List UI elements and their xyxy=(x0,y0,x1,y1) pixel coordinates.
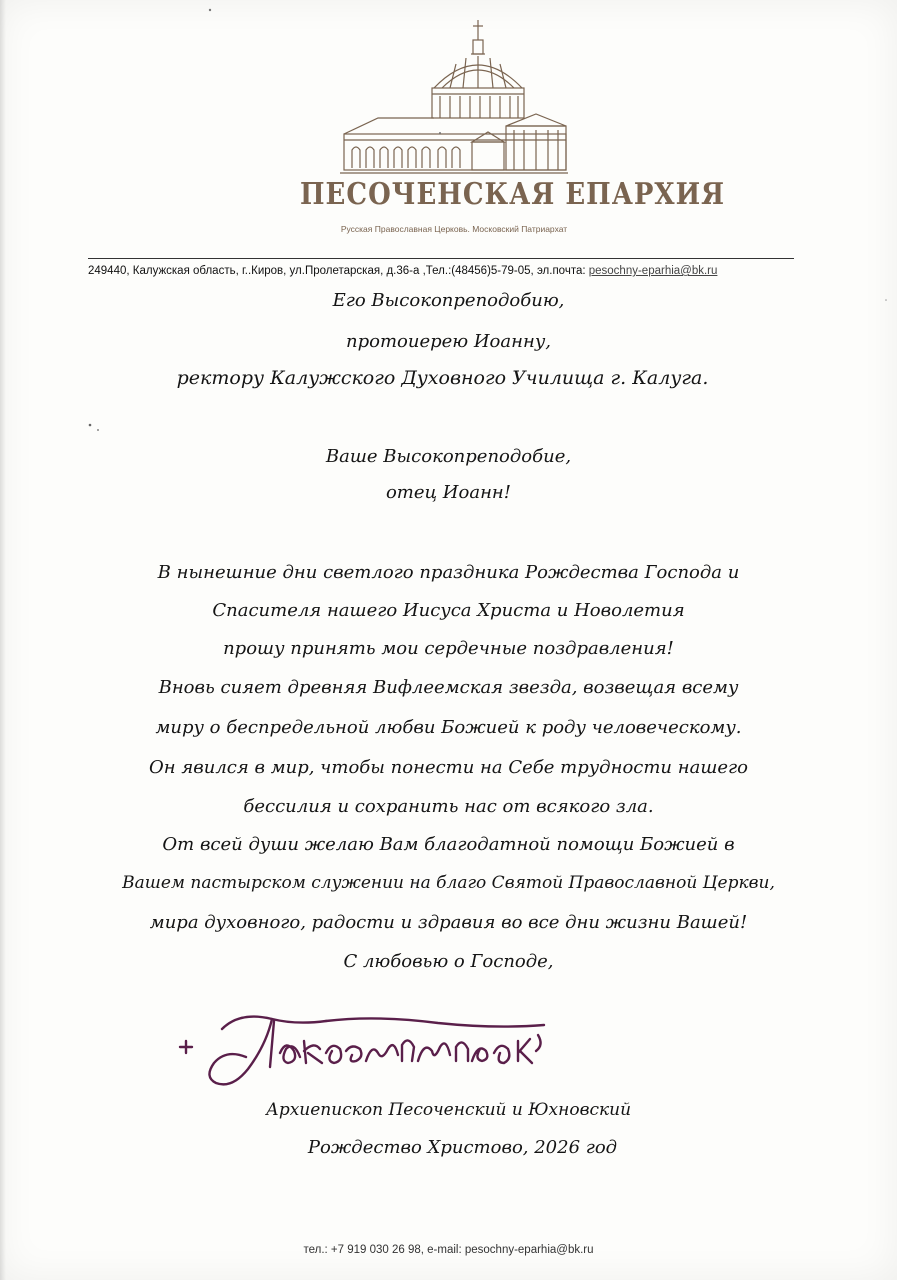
letterhead-address xyxy=(88,265,803,277)
addressee-line: ректору Калужского Духовного Училища г. Калуга. xyxy=(176,367,709,389)
cathedral-emblem-icon xyxy=(338,18,570,178)
addressee-line: Его Высокопреподобию, xyxy=(332,290,565,311)
body-line: Он явился в мир, чтобы понести на Себе трудности нашего xyxy=(149,757,748,778)
body-line: Спасителя нашего Иисуса Христа и Новолетия xyxy=(212,600,685,621)
salutation-line: Ваше Высокопреподобие, xyxy=(325,446,572,467)
letterhead-email-link[interactable]: pesochny-eparhia@bk.ru xyxy=(588,265,718,277)
body-line: Вашем пастырском служении на благо Святой Православной Церкви, xyxy=(122,873,775,893)
body-line: В нынешние дни светлого праздника Рождества Господа и xyxy=(157,562,740,583)
letter-date: Рождество Христово, 2026 год xyxy=(307,1137,618,1158)
body-line: бессилия и сохранить нас от всякого зла. xyxy=(243,796,654,817)
diocese-name: ПЕСОЧЕНСКАЯ ЕПАРХИЯ xyxy=(300,177,726,213)
address-text: 249440, Калужская область, г..Киров, ул.Пролетарская, д.36-а ,Тел.:(48456)5-79-05, эл.почта: xyxy=(88,265,589,277)
diocese-subtitle: Русская Православная Церковь. Московский Патриархат xyxy=(340,224,568,234)
body-line: Вновь сияет древняя Вифлеемская звезда, возвещая всему xyxy=(158,677,739,698)
handwritten-signature xyxy=(176,1005,596,1100)
body-line: С любовью о Господе, xyxy=(343,951,554,972)
letterhead-divider xyxy=(88,258,794,259)
body-line: мира духовного, радости и здравия во все дни жизни Вашей! xyxy=(149,912,748,933)
sender-title: Архиепископ Песоченский и Юхновский xyxy=(265,1100,632,1120)
addressee-line: протоиерею Иоанну, xyxy=(346,331,551,352)
body-line: миру о беспредельной любви Божией к роду человеческому. xyxy=(155,717,742,738)
salutation-line: отец Иоанн! xyxy=(385,482,512,503)
footer-contact: тел.: +7 919 030 26 98, e-mail: pesochny-eparhia@bk.ru xyxy=(303,1244,594,1256)
body-line: От всей души желаю Вам благодатной помощи Божией в xyxy=(162,834,735,855)
body-line: прошу принять мои сердечные поздравления! xyxy=(223,638,674,659)
